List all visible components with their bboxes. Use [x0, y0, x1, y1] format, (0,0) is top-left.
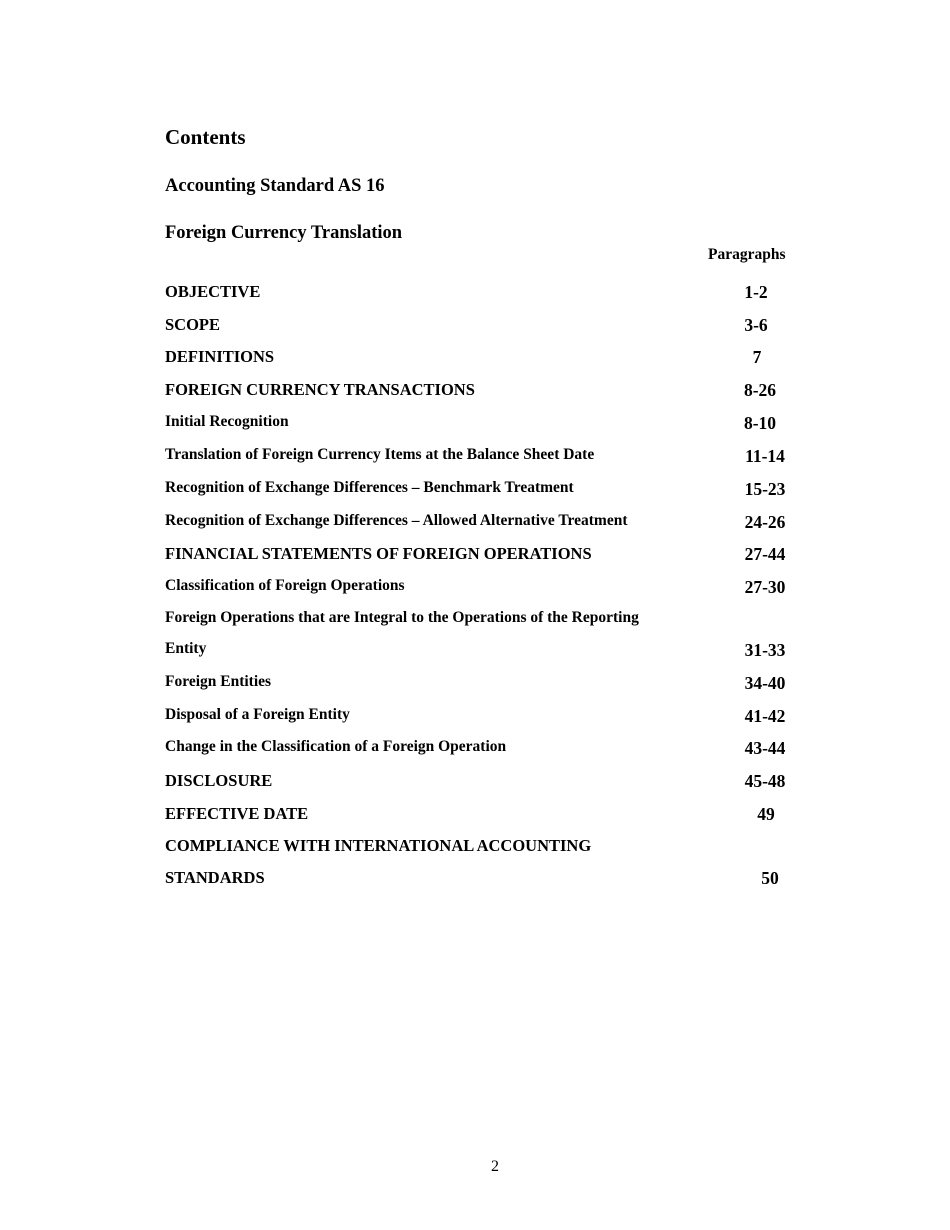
toc-entry-paragraphs: 41-42 — [744, 706, 786, 726]
toc-entry-title: DEFINITIONS — [165, 347, 275, 366]
paragraphs-column-header: Paragraphs — [708, 246, 786, 263]
toc-entry-paragraphs: 45-48 — [744, 771, 786, 791]
toc-entry-paragraphs: 27-44 — [744, 544, 786, 564]
toc-entry-title: STANDARDS — [165, 868, 265, 887]
toc-entry-title: FINANCIAL STATEMENTS OF FOREIGN OPERATIONS — [165, 544, 592, 563]
toc-entry-paragraphs: 3-6 — [744, 315, 768, 335]
toc-entry-paragraphs: 7 — [752, 347, 762, 367]
standard-title: Accounting Standard AS 16 — [165, 176, 385, 196]
toc-entry-title: DISCLOSURE — [165, 771, 273, 790]
toc-entry-paragraphs: 8-26 — [743, 380, 777, 400]
toc-entry-title: Change in the Classification of a Foreign Operation — [165, 738, 507, 755]
toc-entry-title: Foreign Entities — [165, 673, 272, 690]
toc-entry-title: Classification of Foreign Operations — [165, 577, 405, 594]
toc-entry-paragraphs: 15-23 — [744, 479, 786, 499]
toc-entry-paragraphs: 31-33 — [744, 640, 786, 660]
toc-entry-title: FOREIGN CURRENCY TRANSACTIONS — [165, 380, 475, 399]
toc-entry-title: OBJECTIVE — [165, 282, 261, 301]
toc-entry-paragraphs: 50 — [761, 868, 779, 888]
toc-entry-paragraphs: 8-10 — [743, 413, 777, 433]
standard-subtitle: Foreign Currency Translation — [165, 223, 403, 243]
toc-entry-paragraphs: 24-26 — [744, 512, 786, 532]
toc-entry-paragraphs: 11-14 — [745, 446, 785, 466]
toc-entry-title: EFFECTIVE DATE — [165, 804, 309, 823]
toc-entry-paragraphs: 49 — [757, 804, 775, 824]
toc-entry-title: Recognition of Exchange Differences – Allowed Alternative Treatment — [165, 512, 628, 529]
toc-entry-title: SCOPE — [165, 315, 221, 334]
toc-entry-paragraphs: 1-2 — [744, 282, 768, 302]
toc-entry-title: Disposal of a Foreign Entity — [165, 706, 350, 723]
toc-entry-title: Entity — [165, 640, 207, 657]
page-number: 2 — [491, 1158, 499, 1175]
toc-entry-title: Foreign Operations that are Integral to the Operations of the Reporting — [165, 609, 639, 626]
toc-entry-paragraphs: 34-40 — [744, 673, 786, 693]
page-title: Contents — [165, 125, 246, 149]
toc-entry-paragraphs: 43-44 — [744, 738, 786, 758]
toc-entry-title: Translation of Foreign Currency Items at the Balance Sheet Date — [165, 446, 595, 463]
toc-entry-title: COMPLIANCE WITH INTERNATIONAL ACCOUNTING — [165, 836, 592, 855]
toc-entry-title: Recognition of Exchange Differences – Benchmark Treatment — [165, 479, 574, 496]
toc-entry-paragraphs: 27-30 — [744, 577, 786, 597]
toc-entry-title: Initial Recognition — [165, 413, 289, 430]
